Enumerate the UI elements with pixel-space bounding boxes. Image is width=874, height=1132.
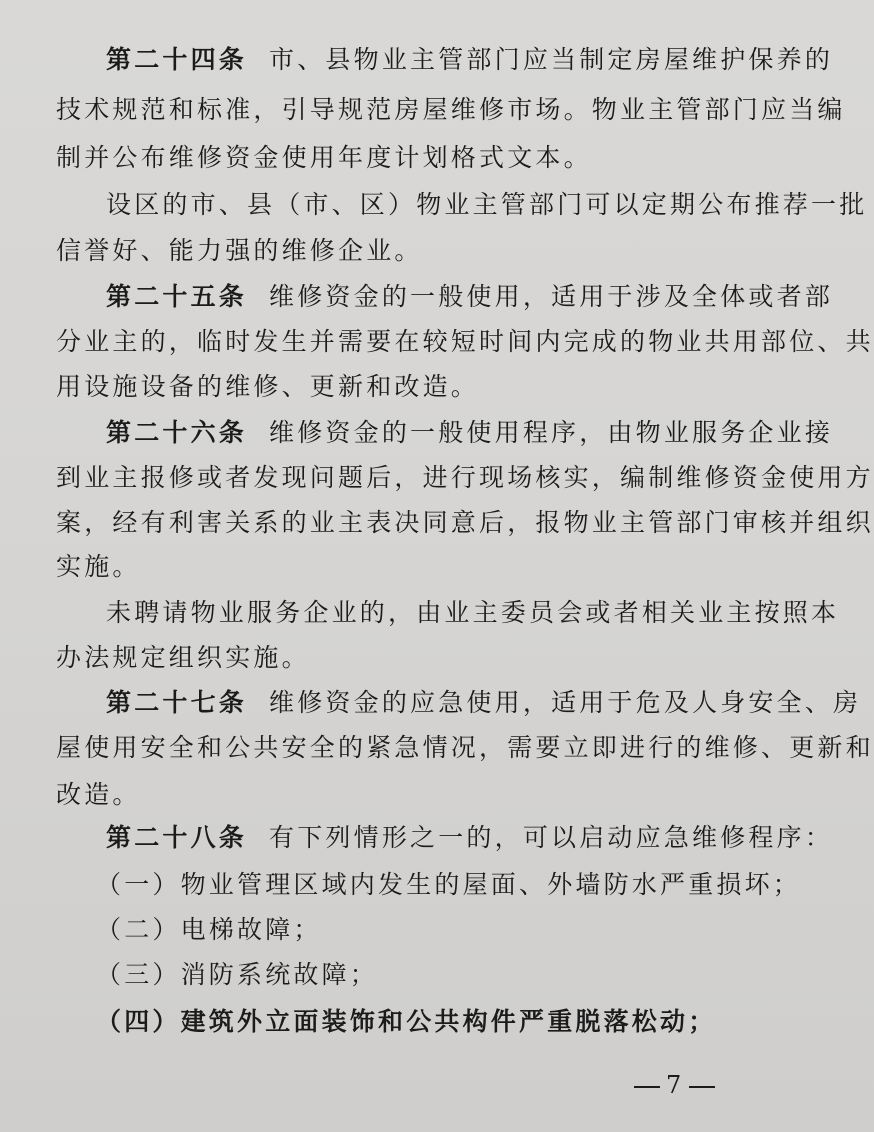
article-text: 维修资金的应急使用，适用于危及人身安全、房 (269, 688, 862, 717)
article-text: 维修资金的一般使用，适用于涉及全体或者部 (269, 282, 834, 311)
dash-left (634, 1086, 660, 1088)
list-item: （二）电梯故障； (96, 915, 322, 944)
paragraph-line: 信誉好、能力强的维修企业。 (56, 236, 423, 265)
article-text: 维修资金的一般使用程序，由物业服务企业接 (269, 418, 834, 447)
article-heading: 第二十六条 (106, 418, 248, 447)
list-item: （四）建筑外立面装饰和公共构件严重脱落松动； (96, 1007, 717, 1036)
page-number (628, 1071, 721, 1099)
article-27-line-2: 屋使用安全和公共安全的紧急情况，需要立即进行的维修、更新和 (56, 733, 874, 762)
article-heading: 第二十七条 (106, 688, 248, 717)
article-heading: 第二十八条 (106, 823, 248, 852)
dash-right (689, 1086, 715, 1088)
article-heading: 第二十四条 (106, 45, 248, 74)
article-24-line-3: 制并公布维修资金使用年度计划格式文本。 (56, 143, 592, 172)
paragraph-line: 未聘请物业服务企业的，由业主委员会或者相关业主按照本 (106, 598, 840, 627)
article-24-line-2: 技术规范和标准，引导规范房屋维修市场。物业主管部门应当编 (56, 95, 846, 124)
article-text: 有下列情形之一的，可以启动应急维修程序： (269, 823, 834, 852)
paragraph-line: 设区的市、县（市、区）物业主管部门可以定期公布推荐一批 (106, 190, 868, 219)
article-25-line-2: 分业主的，临时发生并需要在较短时间内完成的物业共用部位、共 (56, 327, 874, 356)
article-heading: 第二十五条 (106, 282, 248, 311)
article-26-line-2: 到业主报修或者发现问题后，进行现场核实，编制维修资金使用方 (56, 463, 874, 492)
article-26-line-3: 案，经有利害关系的业主表决同意后，报物业主管部门审核并组织 (56, 508, 874, 537)
page-number-value: 7 (666, 1071, 684, 1099)
article-24-line-1 (106, 45, 833, 75)
article-26-line-4: 实施。 (56, 552, 141, 581)
article-26-line-1 (106, 418, 833, 448)
article-text: 市、县物业主管部门应当制定房屋维护保养的 (269, 45, 834, 74)
article-27-line-3: 改造。 (56, 780, 141, 809)
paragraph-line: 办法规定组织实施。 (56, 643, 310, 672)
list-item: （三）消防系统故障； (96, 960, 379, 989)
article-25-line-3: 用设施设备的维修、更新和改造。 (56, 372, 480, 401)
article-27-line-1 (106, 688, 861, 718)
list-item: （一）物业管理区域内发生的屋面、外墙防水严重损坏； (96, 870, 802, 899)
article-25-line-1 (106, 282, 833, 312)
article-28-line-1 (106, 823, 833, 853)
